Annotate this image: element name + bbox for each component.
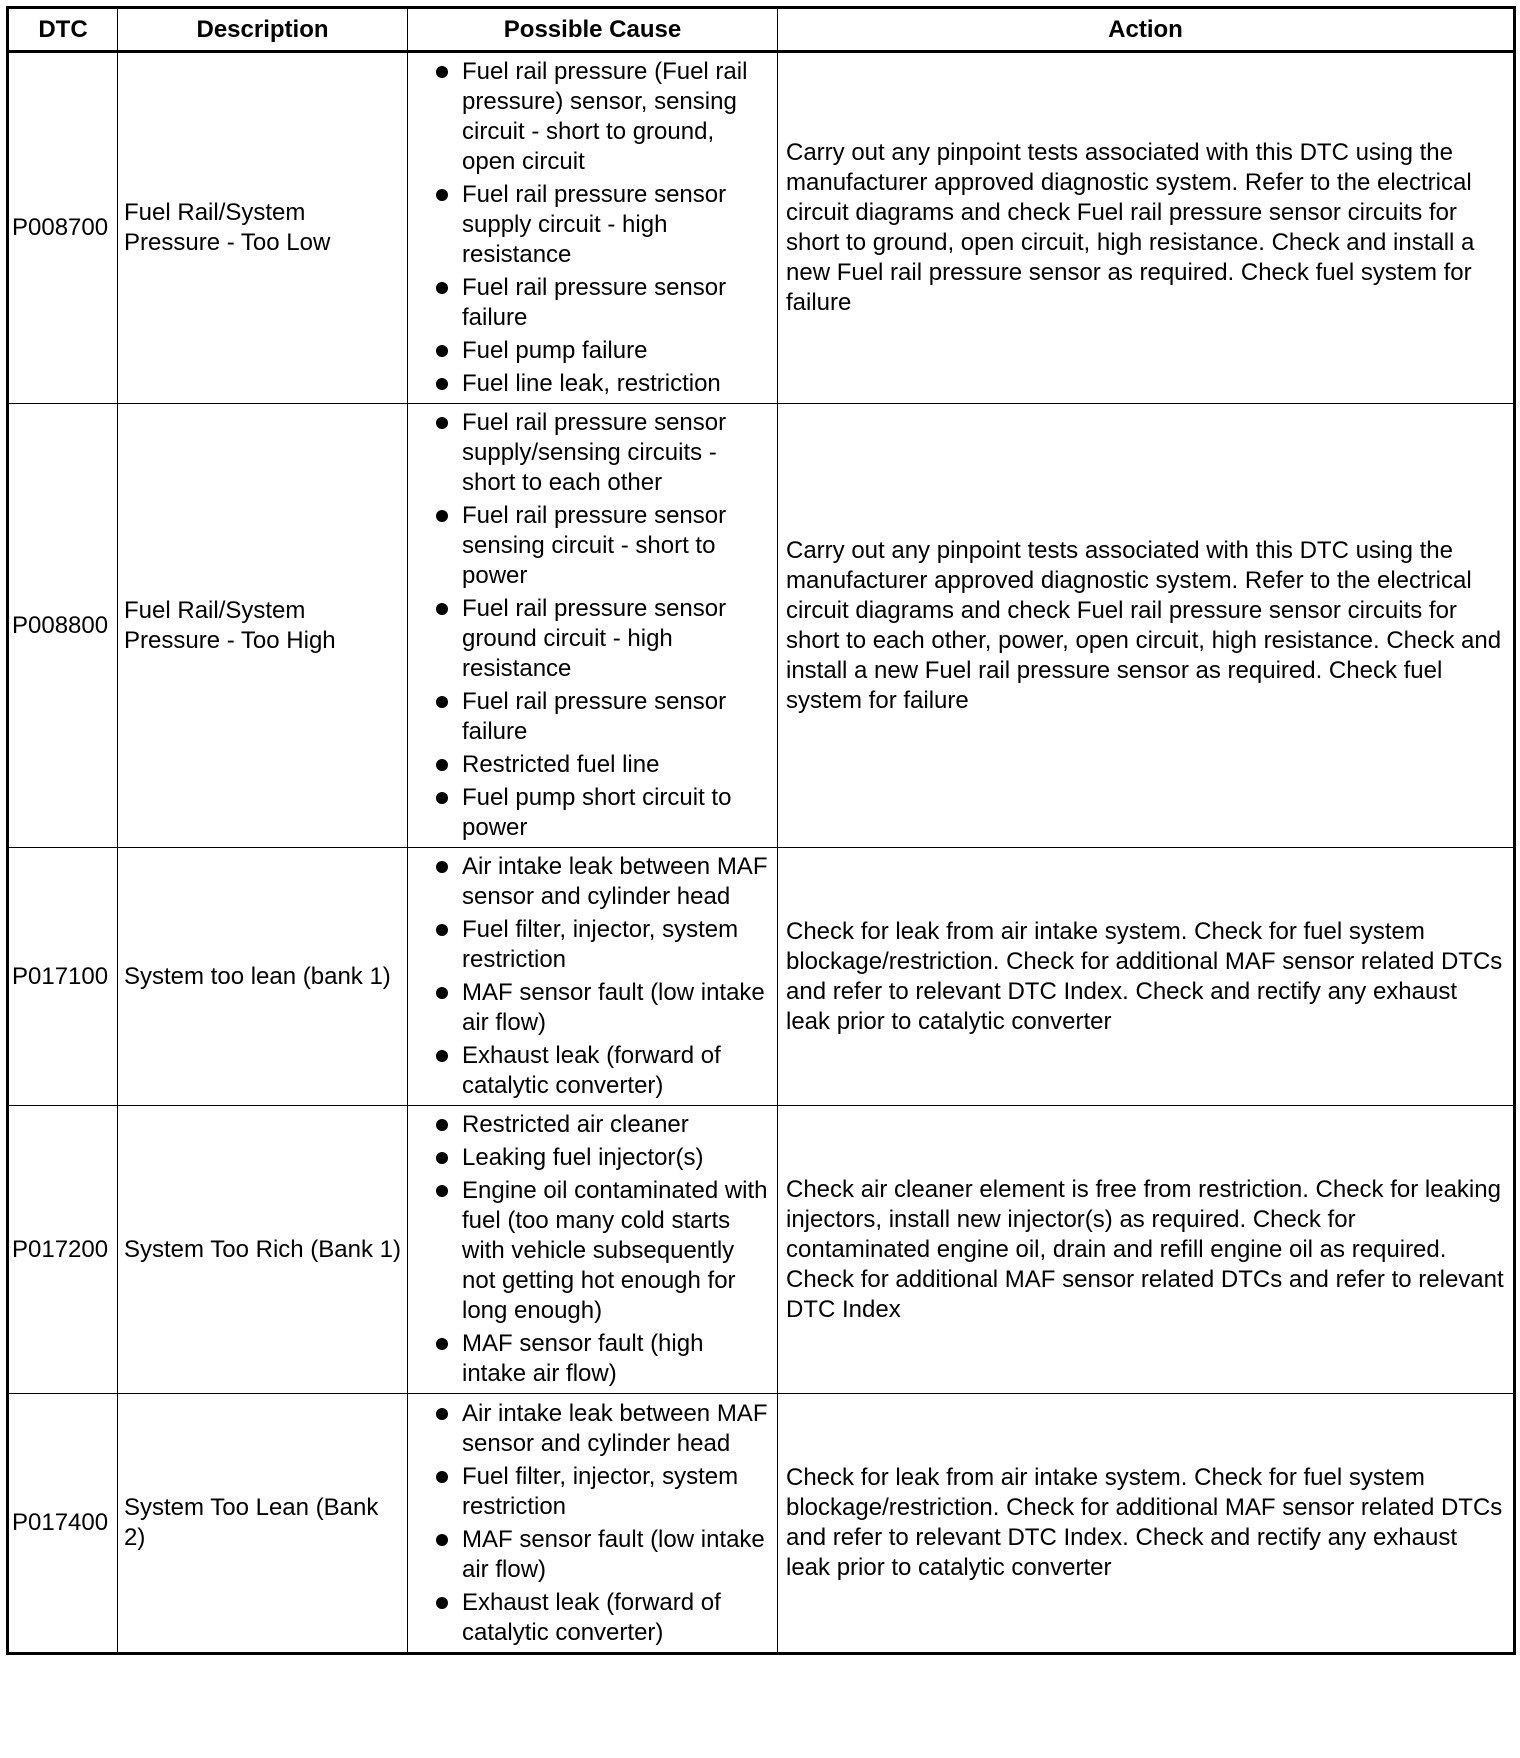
bullet-icon	[436, 1408, 448, 1420]
cause-text: Exhaust leak (forward of catalytic converter)	[462, 1042, 721, 1099]
cause-list-item	[416, 915, 771, 975]
cause-list-item	[416, 1110, 771, 1140]
action-cell: Carry out any pinpoint tests associated with this DTC using the manufacturer approved diagnostic system. Refer to the electrical circuit diagrams and check Fuel rail pressure sensor circuits for short to each other, power, open circuit, high resistance. Check and install a new Fuel rail pressure sensor as required. Check fuel system for failure	[778, 404, 1515, 848]
cause-list	[416, 408, 771, 843]
description-cell: System too lean (bank 1)	[118, 848, 408, 1106]
cause-text: Fuel rail pressure sensor supply circuit - high resistance	[462, 181, 727, 268]
dtc-code-cell: P017100	[8, 848, 118, 1106]
cause-list-item	[416, 687, 771, 747]
bullet-icon	[436, 861, 448, 873]
cause-list-item	[416, 1588, 771, 1648]
bullet-icon	[436, 1152, 448, 1164]
action-cell: Check for leak from air intake system. Check for fuel system blockage/restriction. Check for additional MAF sensor related DTCs and refer to relevant DTC Index. Check and rectify any exhaust leak prior to catalytic converter	[778, 1394, 1515, 1654]
bullet-icon	[436, 417, 448, 429]
table-row	[8, 404, 1515, 848]
cause-list-item	[416, 1176, 771, 1326]
cause-text: Fuel filter, injector, system restriction	[462, 1462, 739, 1520]
description-cell: System Too Lean (Bank 2)	[118, 1394, 408, 1654]
header-description: Description	[118, 8, 408, 52]
bullet-icon	[436, 345, 448, 357]
cause-text: Exhaust leak (forward of catalytic converter)	[462, 1588, 721, 1646]
possible-cause-cell	[408, 1106, 778, 1394]
cause-list-item	[416, 750, 771, 780]
bullet-icon	[436, 1534, 448, 1546]
bullet-icon	[436, 378, 448, 390]
bullet-icon	[436, 696, 448, 708]
bullet-icon	[436, 66, 448, 78]
cause-text: Fuel filter, injector, system restriction	[462, 916, 739, 973]
cause-list-item	[416, 1462, 771, 1522]
table-row	[8, 848, 1515, 1106]
cause-list-item	[416, 57, 771, 177]
header-row	[8, 8, 1515, 52]
cause-text: Restricted air cleaner	[462, 1111, 689, 1138]
cause-list-item	[416, 852, 771, 912]
cause-text: Fuel pump short circuit to power	[462, 784, 732, 841]
bullet-icon	[436, 1185, 448, 1197]
cause-text: Fuel rail pressure sensor failure	[462, 274, 727, 331]
cause-text: Fuel pump failure	[462, 337, 648, 364]
table-row	[8, 52, 1515, 404]
cause-list-item	[416, 1399, 771, 1459]
bullet-icon	[436, 987, 448, 999]
cause-list-item	[416, 1041, 771, 1101]
description-cell: Fuel Rail/System Pressure - Too Low	[118, 52, 408, 404]
possible-cause-cell	[408, 404, 778, 848]
cause-list-item	[416, 273, 771, 333]
cause-text: Engine oil contaminated with fuel (too many cold starts with vehicle subsequently not getting hot enough for long enough)	[462, 1177, 768, 1324]
cause-text: Air intake leak between MAF sensor and cylinder head	[462, 853, 768, 910]
possible-cause-cell	[408, 1394, 778, 1654]
cause-text: Fuel rail pressure sensor failure	[462, 688, 727, 745]
cause-list	[416, 1110, 771, 1389]
bullet-icon	[436, 189, 448, 201]
cause-text: Fuel rail pressure sensor sensing circuit - short to power	[462, 502, 727, 589]
bullet-icon	[436, 510, 448, 522]
cause-list	[416, 57, 771, 399]
cause-text: Air intake leak between MAF sensor and cylinder head	[462, 1399, 768, 1457]
possible-cause-cell	[408, 848, 778, 1106]
cause-text: Fuel rail pressure (Fuel rail pressure) sensor, sensing circuit - short to ground, open circuit	[462, 58, 748, 175]
table-body	[8, 52, 1515, 1654]
table-header	[8, 8, 1515, 52]
bullet-icon	[436, 924, 448, 936]
bullet-icon	[436, 1050, 448, 1062]
table-row	[8, 1394, 1515, 1654]
cause-list-item	[416, 408, 771, 498]
header-possible-cause: Possible Cause	[408, 8, 778, 52]
action-cell: Check for leak from air intake system. Check for fuel system blockage/restriction. Check for additional MAF sensor related DTCs and refer to relevant DTC Index. Check and rectify any exhaust leak prior to catalytic converter	[778, 848, 1515, 1106]
cause-list	[416, 852, 771, 1101]
description-cell: Fuel Rail/System Pressure - Too High	[118, 404, 408, 848]
cause-text: MAF sensor fault (high intake air flow)	[462, 1330, 704, 1387]
possible-cause-cell	[408, 52, 778, 404]
cause-list	[416, 1399, 771, 1648]
cause-text: Restricted fuel line	[462, 751, 660, 778]
dtc-code-cell: P008700	[8, 52, 118, 404]
action-cell: Carry out any pinpoint tests associated with this DTC using the manufacturer approved diagnostic system. Refer to the electrical circuit diagrams and check Fuel rail pressure sensor circuits for short to ground, open circuit, high resistance. Check and install a new Fuel rail pressure sensor as required. Check fuel system for failure	[778, 52, 1515, 404]
cause-list-item	[416, 369, 771, 399]
bullet-icon	[436, 1597, 448, 1609]
bullet-icon	[436, 1119, 448, 1131]
dtc-code-cell: P017400	[8, 1394, 118, 1654]
table-row	[8, 1106, 1515, 1394]
cause-text: Fuel rail pressure sensor supply/sensing circuits - short to each other	[462, 409, 727, 496]
cause-text: MAF sensor fault (low intake air flow)	[462, 1525, 765, 1583]
cause-text: Leaking fuel injector(s)	[462, 1144, 704, 1171]
cause-list-item	[416, 180, 771, 270]
bullet-icon	[436, 282, 448, 294]
cause-list-item	[416, 1143, 771, 1173]
cause-list-item	[416, 501, 771, 591]
cause-list-item	[416, 336, 771, 366]
cause-list-item	[416, 978, 771, 1038]
dtc-code-cell: P017200	[8, 1106, 118, 1394]
cause-list-item	[416, 1525, 771, 1585]
cause-text: Fuel rail pressure sensor ground circuit - high resistance	[462, 595, 727, 682]
action-cell: Check air cleaner element is free from restriction. Check for leaking injectors, install new injector(s) as required. Check for contaminated engine oil, drain and refill engine oil as required. Check for additional MAF sensor related DTCs and refer to relevant DTC Index	[778, 1106, 1515, 1394]
bullet-icon	[436, 792, 448, 804]
dtc-table	[6, 6, 1516, 1655]
bullet-icon	[436, 603, 448, 615]
cause-list-item	[416, 1329, 771, 1389]
cause-text: MAF sensor fault (low intake air flow)	[462, 979, 765, 1036]
cause-list-item	[416, 783, 771, 843]
header-dtc: DTC	[8, 8, 118, 52]
cause-text: Fuel line leak, restriction	[462, 370, 721, 397]
description-cell: System Too Rich (Bank 1)	[118, 1106, 408, 1394]
dtc-code-cell: P008800	[8, 404, 118, 848]
header-action: Action	[778, 8, 1515, 52]
cause-list-item	[416, 594, 771, 684]
bullet-icon	[436, 1338, 448, 1350]
bullet-icon	[436, 759, 448, 771]
bullet-icon	[436, 1471, 448, 1483]
